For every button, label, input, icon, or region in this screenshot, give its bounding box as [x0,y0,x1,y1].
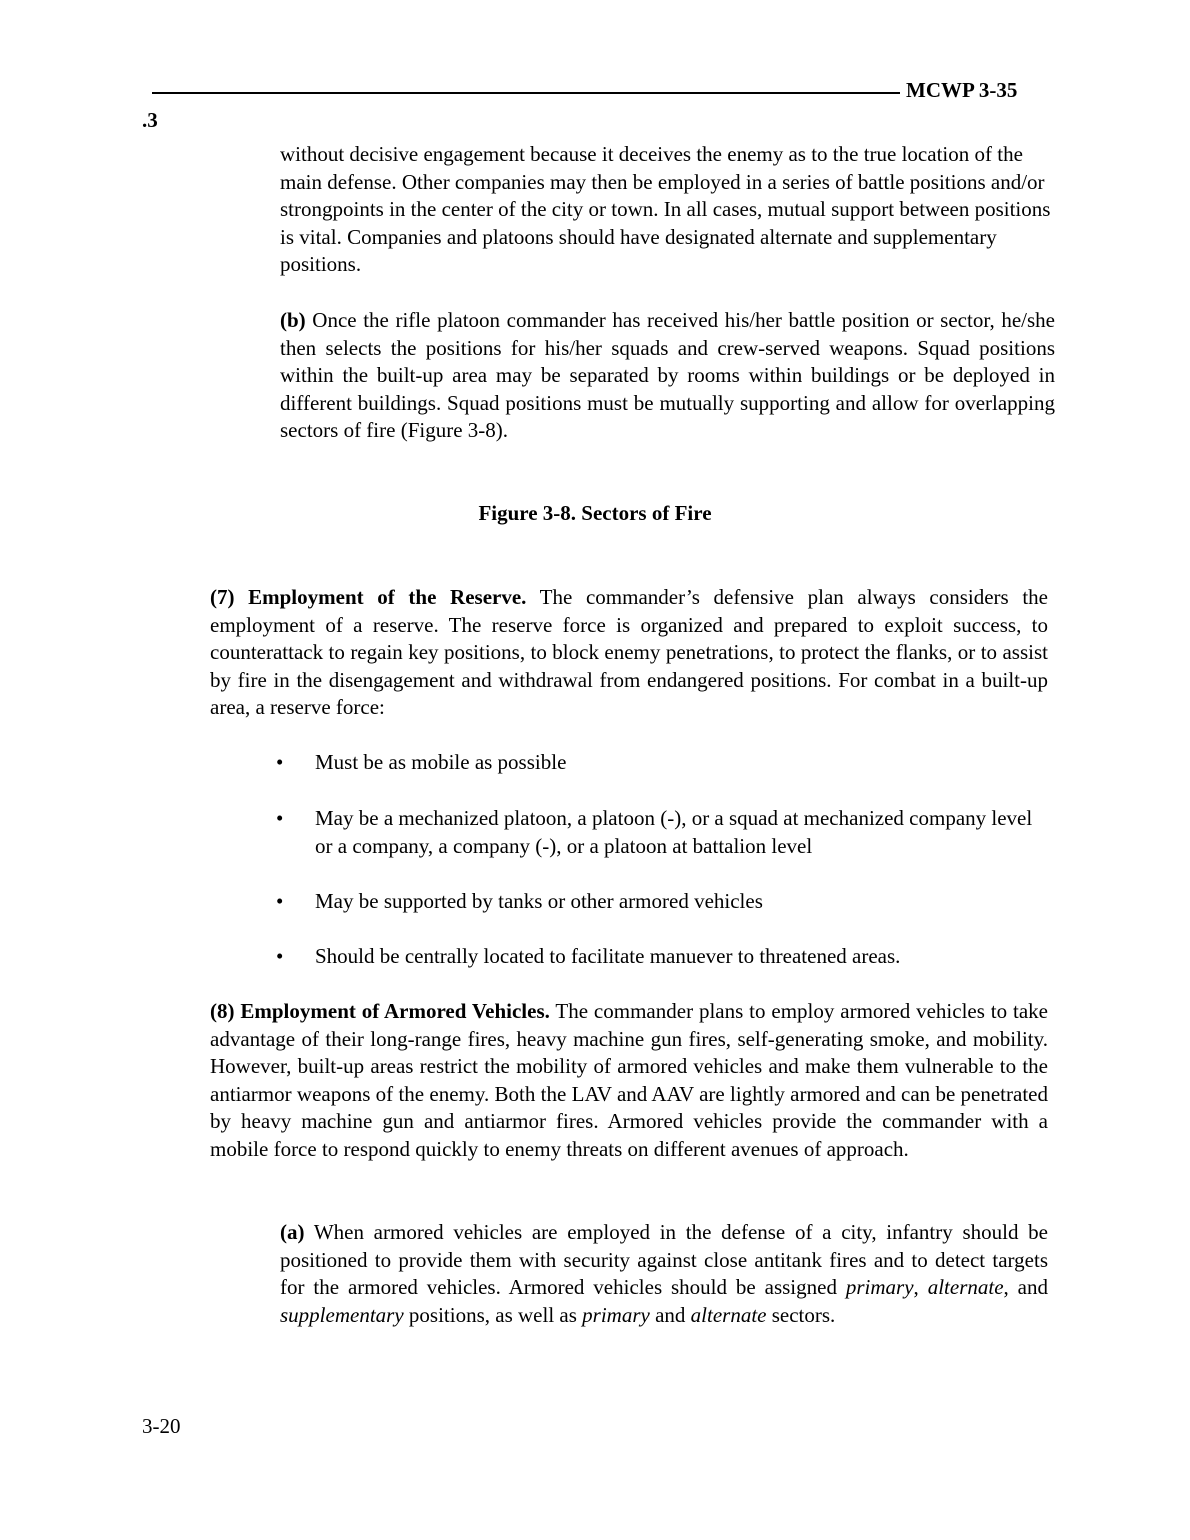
header-rule [152,92,900,94]
paragraph-8a-label: (a) [280,1220,305,1244]
bullet-icon: • [276,750,284,774]
bullet-icon: • [276,889,284,913]
paragraph-b-text: Once the rifle platoon commander has received his/her battle position or sector, he/she then selects the positions for his/her squads and crew-served weapons. Squad positions within the built-up area may be separated by rooms within buildings or be deployed in different buildings. Squad positions must be mutually supporting and allow for overlapping sectors of fire (Figure 3-8). [280,308,1055,442]
section-7-heading: (7) Employment of the Reserve. [210,585,527,609]
paragraph-8a-text: , [913,1275,928,1299]
page-number: 3-20 [142,1414,181,1438]
paragraph-b [280,307,1055,445]
bullet-icon: • [276,944,284,968]
list-item-text: May be supported by tanks or other armored vehicles [315,889,763,913]
emphasis: alternate [690,1302,767,1327]
section-8-text: The commander plans to employ armored vehicles to take advantage of their long-range fires, heavy machine gun fires, self-generating smoke, and mobility. However, built-up areas restrict the mobility of armored vehicles and make them vulnerable to the antiarmor weapons of the enemy. Both the LAV and AAV are lightly armored and can be penetrated by heavy machine gun and antiarmor fires. Armored vehicles provide the commander with a mobile force to respond quickly to enemy threats on different avenues of approach. [210,999,1048,1161]
section-8-heading: (8) Employment of Armored Vehicles. [210,999,550,1023]
emphasis: primary [582,1302,650,1327]
header-title: MCWP 3-35 [906,78,1018,102]
paragraph-b-label: (b) [280,308,306,332]
list-item-text: Must be as mobile as possible [315,750,567,774]
list-item-text: May be a mechanized platoon, a platoon (-), or a squad at mechanized company level or a company, a company (-), or a platoon at battalion level [315,806,1033,858]
emphasis: alternate [927,1275,1004,1299]
paragraph-a-continued: without decisive engagement because it deceives the enemy as to the true location of the main defense. Other companies may then be employed in a series of battle positions and/or strongpoints in the center of the city or town. In all cases, mutual support between positions is vital. Companies and platoons should have designated alternate and supplementary positions. [280,142,1051,276]
list-item-text: Should be centrally located to facilitate manuever to threatened areas. [315,944,901,968]
emphasis: primary [845,1275,914,1299]
paragraph-8a [280,1219,1048,1329]
bullet-icon: • [276,806,284,830]
figure-caption: Figure 3-8. Sectors of Fire [478,501,712,525]
section-8-paragraph [210,998,1048,1163]
paragraph-8a-text: and [649,1302,691,1327]
emphasis: supplementary [280,1302,404,1327]
margin-mark: .3 [142,108,158,132]
paragraph-8a-text: When armored vehicles are employed in the defense of a city, infantry should be positioned to provide them with security against close antitank fires and to detect targets for the armored vehicles. Armored vehicles should be assigned [280,1220,1048,1299]
paragraph-8a-text: sectors. [766,1302,836,1327]
paragraph-8a-text: , and [1003,1275,1049,1299]
section-7-paragraph [210,584,1048,722]
section-7-text: The commander’s defensive plan always considers the employment of a reserve. The reserve force is organized and prepared to exploit success, to counterattack to regain key positions, to block enemy penetrations, to protect the flanks, or to assist by fire in the disengagement and withdrawal from endangered positions. For combat in a built-up area, a reserve force: [210,585,1048,719]
paragraph-8a-text: positions, as well as [403,1302,583,1327]
